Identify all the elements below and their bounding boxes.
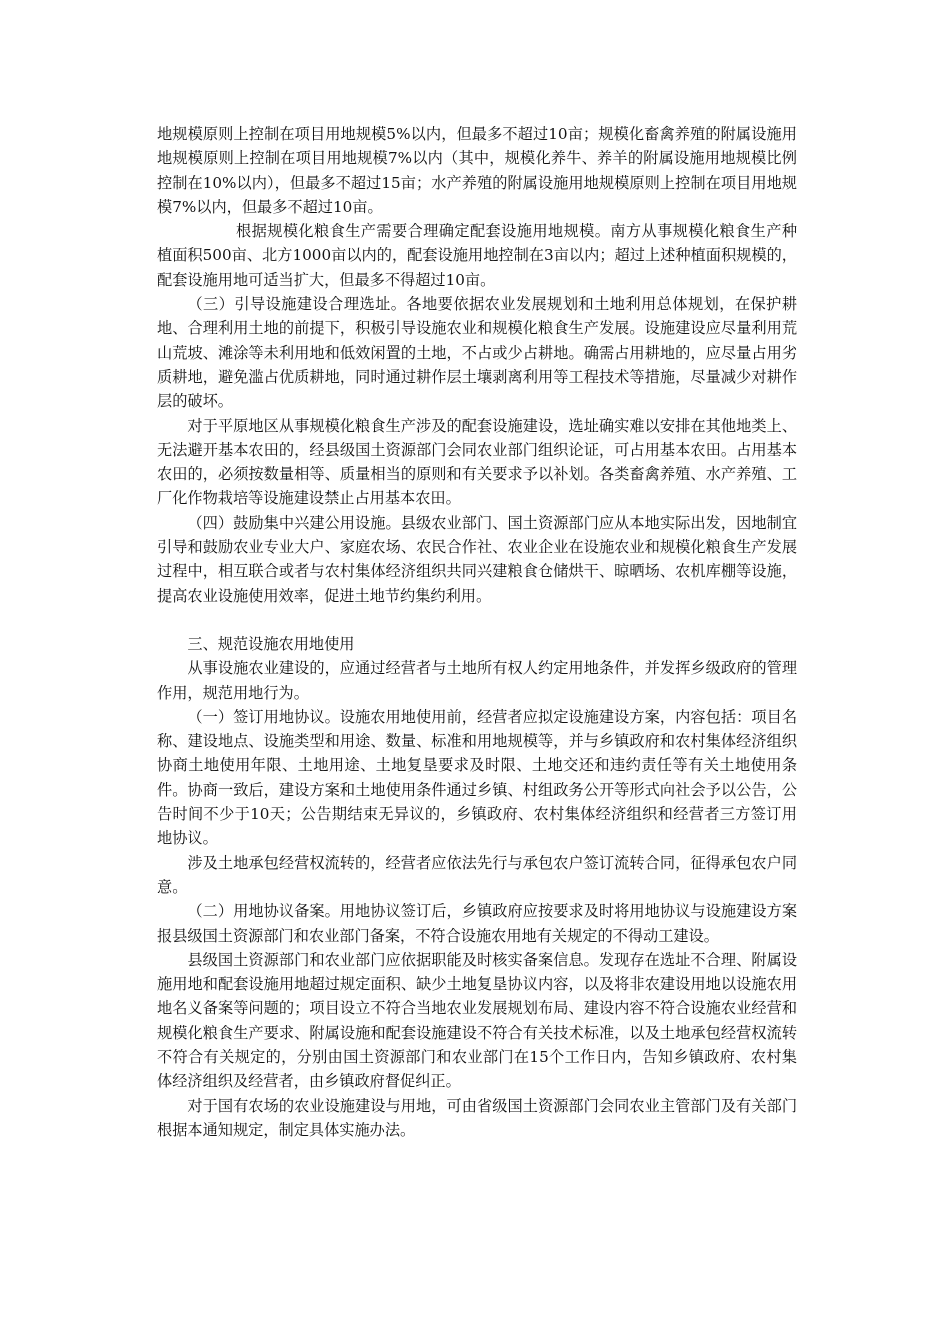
paragraph-section-3-site-selection: （三）引导设施建设合理选址。各地要依据农业发展规划和土地利用总体规划，在保护耕地、合理利用土地的前提下，积极引导设施农业和规模化粮食生产发展。设施建设应尽量利用荒山荒坡、滩涂等未利用地和低效闲置的土地，不占或少占耕地。确需占用耕地的，应尽量占用劣质耕地，避免滥占优质耕地，同时通过耕作层土壤剥离利用等工程技术等措施，尽量减少对耕作层的破坏。 bbox=[157, 295, 797, 411]
paragraph-agreement-filing: （二）用地协议备案。用地协议签订后，乡镇政府应按要求及时将用地协议与设施建设方案报县级国土资源部门和农业部门备案，不符合设施农用地有关规定的不得动工建设。 bbox=[157, 902, 797, 945]
section-heading-standardize-use: 三、规范设施农用地使用 bbox=[187, 634, 355, 653]
paragraph-section-4-public-facilities: （四）鼓励集中兴建公用设施。县级农业部门、国土资源部门应从本地实际出发，因地制宜引导和鼓励农业专业大户、家庭农场、农民合作社、农业企业在设施农业和规模化粮食生产发展过程中，相互联合或者与农村集体经济组织共同兴建粮食仓储烘干、晾晒场、农机库棚等设施，提高农业设施使用效率，促进土地节约集约利用。 bbox=[157, 513, 797, 605]
paragraph-basic-farmland: 对于平原地区从事规模化粮食生产涉及的配套设施建设，选址确实难以安排在其他地类上、无法避开基本农田的，经县级国土资源部门会同农业部门组织论证，可占用基本农田。占用基本农田的，必须按数量相等、质量相当的原则和有关要求予以补划。各类畜禽养殖、水产养殖、工厂化作物栽培等设施建设禁止占用基本农田。 bbox=[157, 416, 797, 508]
paragraph-land-transfer: 涉及土地承包经营权流转的，经营者应依法先行与承包农户签订流转合同，征得承包农户同意。 bbox=[157, 853, 797, 896]
paragraph-usage-conditions: 从事设施农业建设的，应通过经营者与土地所有权人约定用地条件，并发挥乡级政府的管理作用，规范用地行为。 bbox=[157, 659, 797, 702]
paragraph-grain-facility-scale: 根据规模化粮食生产需要合理确定配套设施用地规模。南方从事规模化粮食生产种植面积500亩、北方1000亩以内的，配套设施用地控制在3亩以内；超过上述种植面积规模的，配套设施用地可适当扩大，但最多不得超过10亩。 bbox=[157, 222, 797, 289]
paragraph-verification: 县级国土资源部门和农业部门应依据职能及时核实备案信息。发现存在选址不合理、附属设施用地和配套设施用地超过规定面积、缺少土地复垦协议内容，以及将非农建设用地以设施农用地名义备案等问题的；项目设立不符合当地农业发展规划布局、建设内容不符合设施农业经营和规模化粮食生产要求、附属设施和配套设施建设不符合有关技术标准，以及土地承包经营权流转不符合有关规定的，分别由国土资源部门和农业部门在15个工作日内，告知乡镇政府、农村集体经济组织及经营者，由乡镇政府督促纠正。 bbox=[157, 950, 797, 1091]
document-body bbox=[157, 122, 797, 1142]
paragraph-state-farms: 对于国有农场的农业设施建设与用地，可由省级国土资源部门会同农业主管部门及有关部门根据本通知规定，制定具体实施办法。 bbox=[157, 1096, 797, 1139]
paragraph-sign-agreement: （一）签订用地协议。设施农用地使用前，经营者应拟定设施建设方案，内容包括：项目名称、建设地点、设施类型和用途、数量、标准和用地规模等，并与乡镇政府和农村集体经济组织协商土地使用年限、土地用途、土地复垦要求及时限、土地交还和违约责任等有关土地使用条件。协商一致后，建设方案和土地使用条件通过乡镇、村组政务公开等形式向社会予以公告，公告时间不少于10天；公告期结束无异议的，乡镇政府、农村集体经济组织和经营者三方签订用地协议。 bbox=[157, 707, 797, 848]
paragraph-attached-facility-scale: 地规模原则上控制在项目用地规模5%以内，但最多不超过10亩；规模化畜禽养殖的附属设施用地规模原则上控制在项目用地规模7%以内（其中，规模化养牛、养羊的附属设施用地规模比例控制在10%以内），但最多不超过15亩；水产养殖的附属设施用地规模原则上控制在项目用地规模7%以内，但最多不超过10亩。 bbox=[157, 125, 797, 216]
